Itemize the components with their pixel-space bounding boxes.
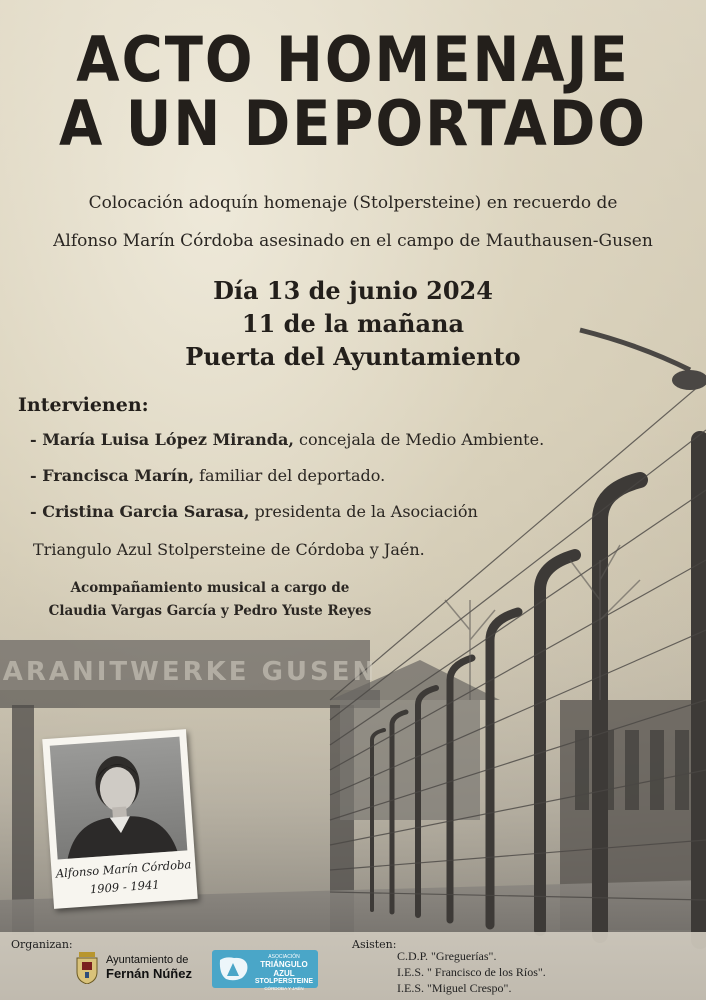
portrait-years: 1909 - 1941 [89, 877, 161, 897]
speaker-continuation: Triangulo Azul Stolpersteine de Córdoba y Jaén. [33, 540, 425, 559]
triangle-map-icon [216, 954, 250, 984]
ayuntamiento-logo [106, 954, 192, 981]
event-date: Día 13 de junio 2024 [213, 276, 493, 305]
intro-line-2: Alfonso Marín Córdoba asesinado en el campo de Mauthausen-Gusen [53, 231, 653, 251]
school-item: I.E.S. " Francisco de los Ríos". [397, 965, 546, 979]
speaker-item [30, 430, 544, 449]
speakers-heading: Intervienen: [18, 394, 149, 416]
association-line-2: STOLPERSTEINE [254, 978, 314, 985]
title-line-2: A UN DEPORTADO [59, 88, 647, 161]
speaker-role: presidenta de la Asociación [249, 502, 478, 521]
gate-sign-text: ARANITWERKE GUSEN [2, 657, 378, 687]
coat-of-arms-icon [76, 952, 98, 984]
portrait-card [42, 729, 198, 909]
portrait-name: Alfonso Marín Córdoba [55, 857, 192, 881]
school-item: C.D.P. "Greguerías". [397, 949, 497, 963]
schools-list [397, 948, 546, 996]
event-place: Puerta del Ayuntamiento [185, 342, 521, 371]
speaker-role: familiar del deportado. [194, 466, 386, 485]
portrait-photo [50, 737, 188, 860]
association-logo [212, 950, 318, 991]
speaker-item [30, 466, 385, 485]
association-line-0: ASOCIACIÓN [268, 954, 300, 960]
gate-sign [0, 640, 380, 700]
ayuntamiento-line-2: Fernán Núñez [106, 966, 192, 981]
music-line-2: Claudia Vargas García y Pedro Yuste Reyes [48, 603, 372, 619]
speaker-item [30, 502, 478, 521]
organizers-label: Organizan: [11, 938, 73, 951]
school-item: I.E.S. "Miguel Crespo". [397, 981, 512, 995]
footer [0, 932, 706, 1000]
attendees-label: Asisten: [352, 938, 397, 951]
ayuntamiento-line-1: Ayuntamiento de [106, 954, 189, 966]
association-line-3: CÓRDOBA Y JAÉN [264, 986, 304, 991]
speaker-name: - María Luisa López Miranda, [30, 430, 294, 449]
association-line-1: TRIÁNGULO AZUL [260, 960, 308, 978]
portrait-figure [50, 737, 188, 860]
event-time: 11 de la mañana [241, 309, 465, 338]
speaker-name: - Cristina Garcia Sarasa, [30, 502, 250, 521]
speaker-name: - Francisca Marín, [30, 466, 195, 485]
intro-line-1: Colocación adoquín homenaje (Stolpersteine) en recuerdo de [88, 193, 618, 213]
speaker-role: concejala de Medio Ambiente. [293, 430, 545, 449]
title-line-1: ACTO HOMENAJE [76, 24, 630, 97]
music-line-1: Acompañamiento musical a cargo de [70, 580, 350, 596]
